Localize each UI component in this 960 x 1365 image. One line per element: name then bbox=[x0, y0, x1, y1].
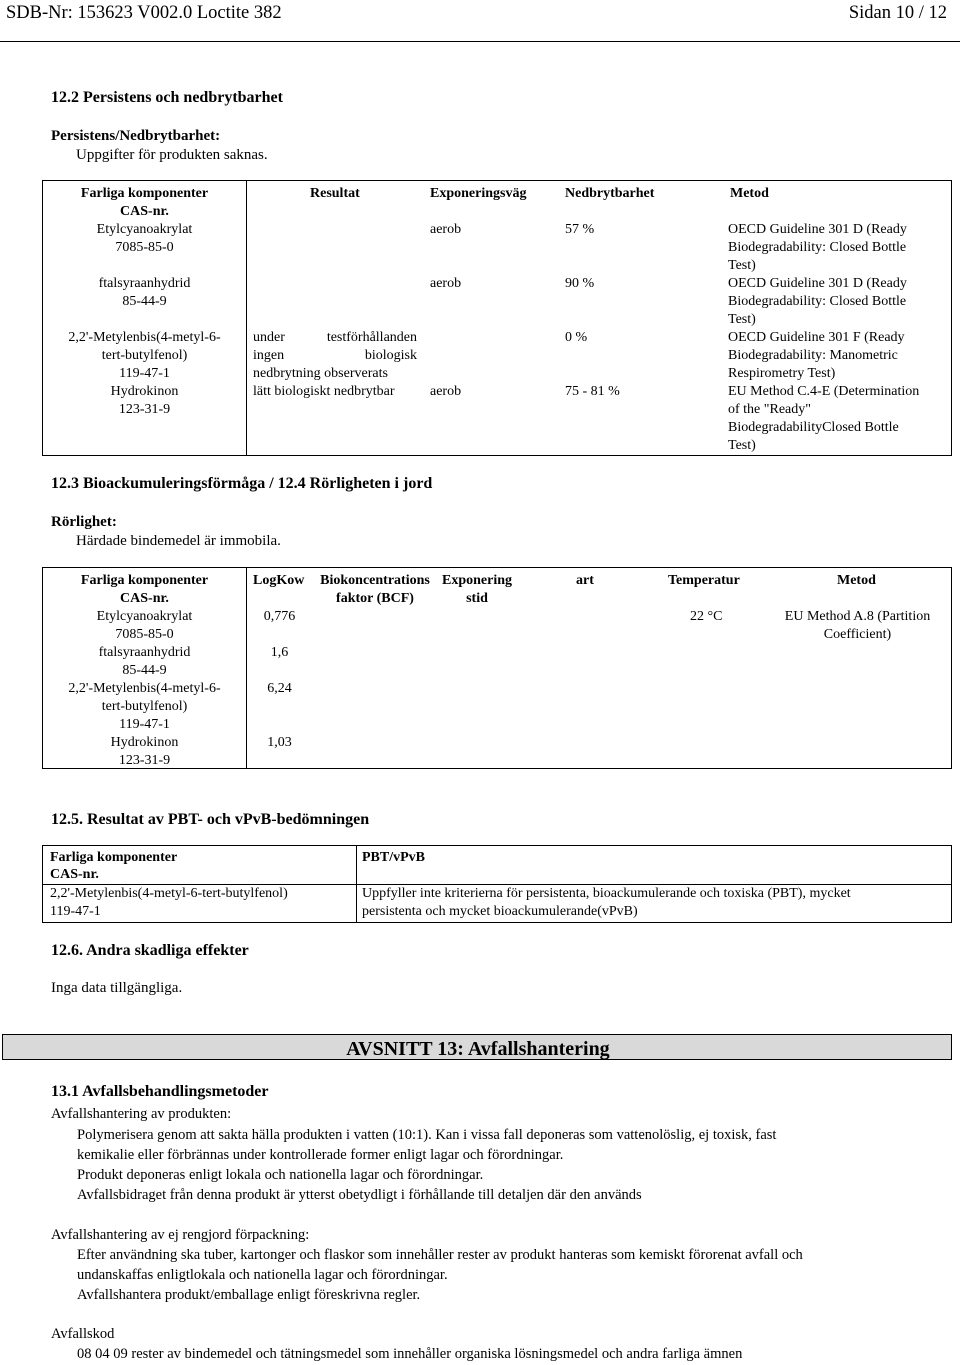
packaging-disposal-label: Avfallshantering av ej rengjord förpackning: bbox=[51, 1227, 310, 1243]
component-cas: 119-47-1 bbox=[50, 904, 101, 919]
table-header-pbt: PBT/vPvB bbox=[362, 850, 426, 865]
logkow-value: 1,03 bbox=[267, 735, 292, 750]
method-line: of the "Ready" bbox=[728, 402, 811, 417]
table-header-bcf: Biokoncentrations bbox=[320, 573, 430, 588]
component-name: 2,2'-Metylenbis(4-metyl-6-tert-butylfenol) bbox=[50, 886, 288, 901]
component-cas: 119-47-1 bbox=[119, 717, 170, 732]
product-disposal-line: Avfallsbidraget från denna produkt är ytterst obetydligt i förhållande till detaljen där den används bbox=[77, 1187, 642, 1203]
route: aerob bbox=[430, 276, 462, 291]
section-12-6-heading: 12.6. Andra skadliga effekter bbox=[51, 942, 249, 959]
logkow-value: 0,776 bbox=[263, 609, 296, 624]
method-line: EU Method A.8 (Partition bbox=[784, 609, 931, 624]
product-disposal-line: Polymerisera genom att sakta hälla produkten i vatten (10:1). Kan i vissa fall deponeras som vattenolöslig, ej toxisk, fast bbox=[77, 1127, 777, 1143]
degradability: 0 % bbox=[565, 330, 588, 345]
component-name: 2,2'-Metylenbis(4-metyl-6- bbox=[68, 330, 221, 345]
page-number: Sidan 10 / 12 bbox=[848, 3, 947, 23]
table-header-result: Resultat bbox=[310, 186, 360, 201]
result-text: under bbox=[253, 330, 285, 345]
route: aerob bbox=[430, 384, 462, 399]
result-text: ingen bbox=[253, 348, 285, 363]
packaging-disposal-line: Efter användning ska tuber, kartonger och flaskor som innehåller rester av produkt hanteras som kemiskt förorenat avfall och bbox=[77, 1247, 803, 1263]
method-line: Coefficient) bbox=[823, 627, 892, 642]
table-header-components: Farliga komponenter bbox=[80, 573, 209, 588]
result-text: nedbrytning observerats bbox=[253, 366, 388, 381]
component-name: Hydrokinon bbox=[110, 384, 179, 399]
table-header-bcf: faktor (BCF) bbox=[336, 591, 414, 606]
result-text: testförhållanden bbox=[326, 330, 417, 345]
method-line: Test) bbox=[728, 312, 756, 327]
logkow-value: 1,6 bbox=[270, 645, 289, 660]
method-line: Test) bbox=[728, 258, 756, 273]
method-line: Respirometry Test) bbox=[728, 366, 836, 381]
component-cas: 7085-85-0 bbox=[115, 240, 174, 255]
packaging-disposal-line: undanskaffas enligtlokala och nationella lagar och förordningar. bbox=[77, 1267, 448, 1283]
header-divider bbox=[0, 41, 960, 42]
table-header-method: Metod bbox=[730, 186, 769, 201]
method-line: OECD Guideline 301 D (Ready bbox=[728, 276, 907, 291]
component-name: tert-butylfenol) bbox=[101, 348, 188, 363]
component-name: tert-butylfenol) bbox=[101, 699, 188, 714]
component-name: Hydrokinon bbox=[110, 735, 179, 750]
method-line: Biodegradability: Closed Bottle bbox=[728, 294, 907, 309]
component-cas: 123-31-9 bbox=[118, 753, 171, 768]
section-13-title: AVSNITT 13: Avfallshantering bbox=[346, 1038, 610, 1060]
section-12-2-heading: 12.2 Persistens och nedbrytbarhet bbox=[51, 89, 283, 106]
route: aerob bbox=[430, 222, 462, 237]
component-name: Etylcyanoakrylat bbox=[96, 609, 193, 624]
method-line: OECD Guideline 301 D (Ready bbox=[728, 222, 907, 237]
component-cas: 7085-85-0 bbox=[115, 627, 174, 642]
persistence-text: Uppgifter för produkten saknas. bbox=[76, 147, 268, 163]
table-header-cas: CAS-nr. bbox=[120, 204, 169, 219]
pbt-assessment: Uppfyller inte kriterierna för persistenta, bioackumulerande och toxiska (PBT), mycket bbox=[362, 886, 851, 901]
other-effects-text: Inga data tillgängliga. bbox=[51, 980, 183, 996]
product-disposal-line: Produkt deponeras enligt lokala och nationella lagar och förordningar. bbox=[77, 1167, 484, 1183]
component-cas: 85-44-9 bbox=[122, 663, 167, 678]
persistence-label: Persistens/Nedbrytbarhet: bbox=[51, 128, 221, 144]
component-name: ftalsyraanhydrid bbox=[98, 645, 191, 660]
logkow-value: 6,24 bbox=[267, 681, 292, 696]
result-text: biologisk bbox=[364, 348, 417, 363]
table-divider bbox=[246, 180, 247, 456]
component-name: 2,2'-Metylenbis(4-metyl-6- bbox=[68, 681, 221, 696]
product-disposal-label: Avfallshantering av produkten: bbox=[51, 1106, 232, 1122]
component-cas: 85-44-9 bbox=[122, 294, 167, 309]
degradability: 57 % bbox=[565, 222, 595, 237]
section-13-1-heading: 13.1 Avfallsbehandlingsmetoder bbox=[51, 1083, 269, 1100]
table-header-logkow: LogKow bbox=[253, 573, 305, 588]
table-header-exposure: stid bbox=[466, 591, 488, 606]
waste-code-label: Avfallskod bbox=[51, 1326, 115, 1342]
document-id: SDB-Nr: 153623 V002.0 Loctite 382 bbox=[6, 3, 282, 23]
method-line: EU Method C.4-E (Determination bbox=[728, 384, 920, 399]
result-text: lätt biologiskt nedbrytbar bbox=[253, 384, 395, 399]
method-line: Biodegradability: Manometric bbox=[728, 348, 898, 363]
degradability: 75 - 81 % bbox=[565, 384, 620, 399]
method-line: OECD Guideline 301 F (Ready bbox=[728, 330, 905, 345]
component-cas: 119-47-1 bbox=[119, 366, 170, 381]
table-header-cas: CAS-nr. bbox=[50, 867, 99, 882]
waste-code-line: 08 04 09 rester av bindemedel och tätningsmedel som innehåller organiska lösningsmedel och andra farliga ämnen bbox=[77, 1346, 743, 1362]
mobility-label: Rörlighet: bbox=[51, 514, 117, 530]
temperature-value: 22 °C bbox=[690, 609, 723, 624]
component-name: Etylcyanoakrylat bbox=[96, 222, 193, 237]
method-line: Biodegradability: Closed Bottle bbox=[728, 240, 907, 255]
component-name: ftalsyraanhydrid bbox=[98, 276, 191, 291]
table-header-cas: CAS-nr. bbox=[120, 591, 169, 606]
product-disposal-line: kemikalie eller förbrännas under kontrollerade former enligt lagar och förordningar. bbox=[77, 1147, 564, 1163]
table-header-degradability: Nedbrytbarhet bbox=[565, 186, 655, 201]
degradability: 90 % bbox=[565, 276, 595, 291]
table-header-components: Farliga komponenter bbox=[80, 186, 209, 201]
table-header-method: Metod bbox=[837, 573, 876, 588]
packaging-disposal-line: Avfallshantera produkt/emballage enligt föreskrivna regler. bbox=[77, 1287, 421, 1303]
section-12-3-heading: 12.3 Bioackumuleringsförmåga / 12.4 Rörligheten i jord bbox=[51, 475, 433, 492]
section-12-5-heading: 12.5. Resultat av PBT- och vPvB-bedömningen bbox=[51, 811, 370, 828]
page-header bbox=[0, 0, 960, 30]
table-header-components: Farliga komponenter bbox=[50, 850, 178, 865]
pbt-assessment: persistenta och mycket bioackumulerande(vPvB) bbox=[362, 904, 638, 919]
table-header-temperature: Temperatur bbox=[668, 573, 740, 588]
table-header-exposure: Exponering bbox=[441, 573, 512, 588]
table-header-route: Exponeringsväg bbox=[430, 186, 527, 201]
method-line: BiodegradabilityClosed Bottle bbox=[728, 420, 899, 435]
component-cas: 123-31-9 bbox=[118, 402, 171, 417]
mobility-text: Härdade bindemedel är immobila. bbox=[76, 533, 281, 549]
table-header-species: art bbox=[576, 573, 594, 588]
method-line: Test) bbox=[728, 438, 756, 453]
